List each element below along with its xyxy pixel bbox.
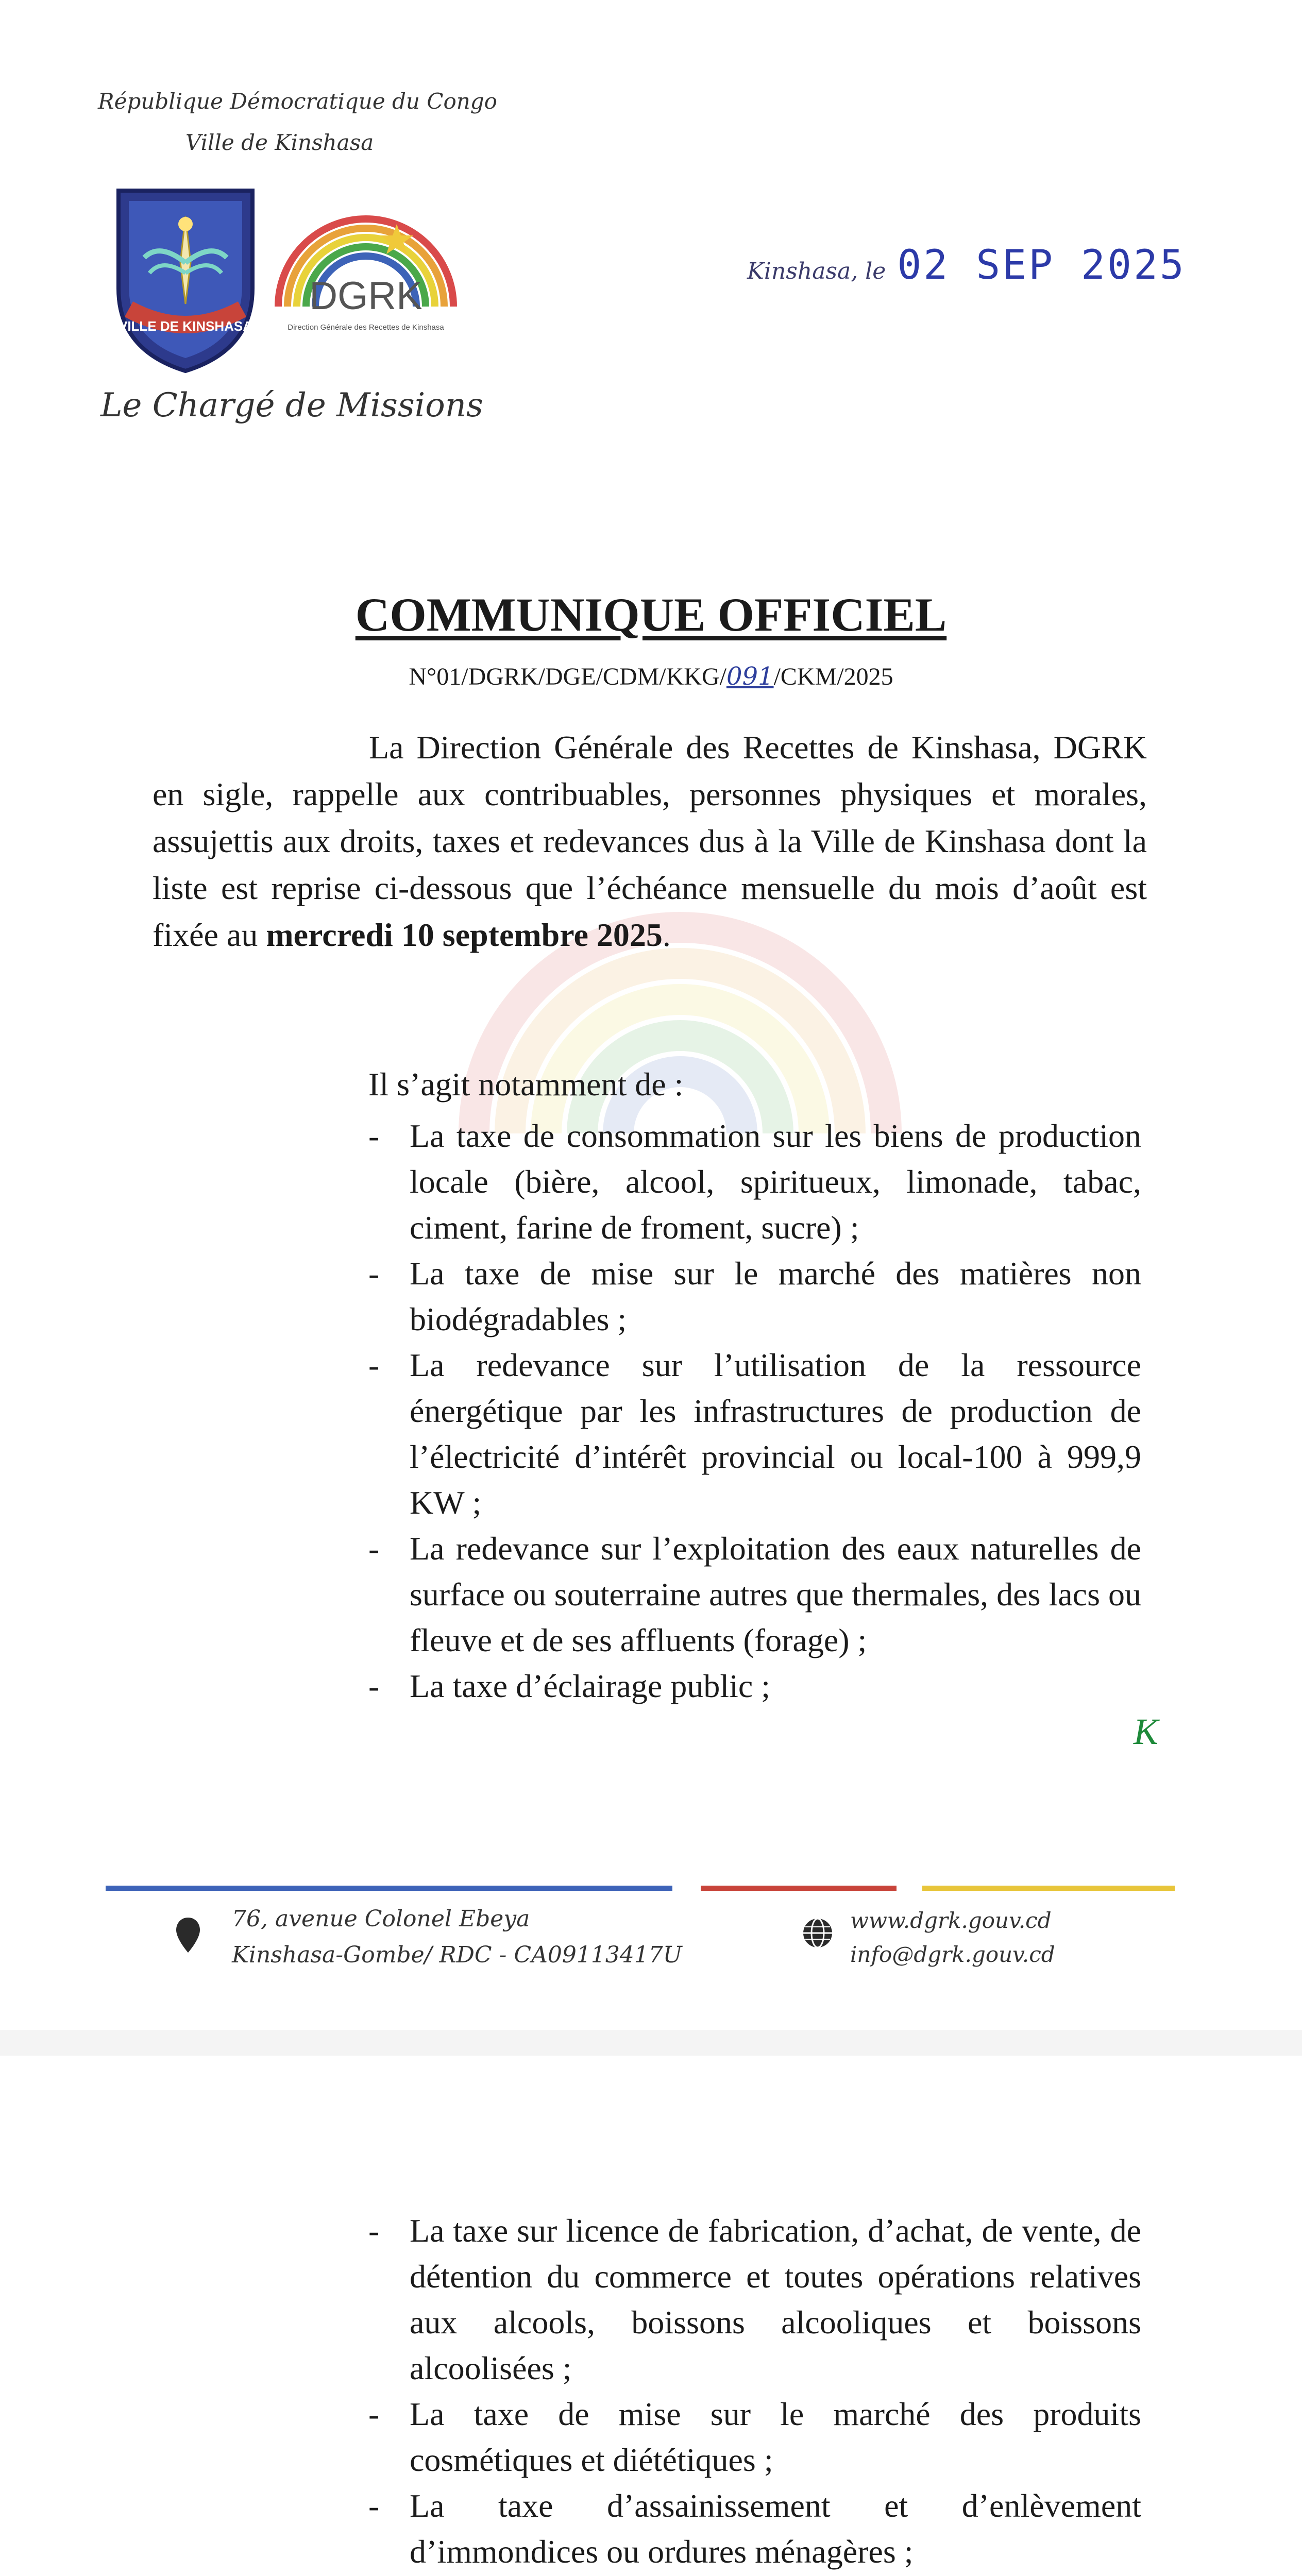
date-stamp: 02 SEP 2025	[897, 242, 1186, 289]
tax-item-text: La taxe d’éclairage public ;	[410, 1668, 771, 1704]
kinshasa-coat-of-arms	[108, 185, 263, 376]
dgrk-logo	[263, 204, 469, 353]
footer-rule-red	[701, 1886, 897, 1891]
republic-line: République Démocratique du Congo	[98, 89, 497, 114]
tax-item-text: La redevance sur l’exploitation des eaux naturelles de surface ou souterraine autres que thermales, des lacs ou fleuve et de ses affluents (forage) ;	[410, 1530, 1141, 1658]
logo-caption: Direction Générale des Recettes de Kinshasa	[288, 323, 444, 332]
logo-name: DGRK	[309, 274, 422, 318]
office-title: Le Chargé de Missions	[100, 386, 483, 425]
due-date: mercredi 10 septembre 2025	[266, 917, 663, 953]
ref-handwritten-number: 091	[726, 662, 774, 691]
website-link[interactable]: www.dgrk.gouv.cd	[850, 1908, 1052, 1933]
tax-item-text: La taxe de mise sur le marché des matières non biodégradables ;	[410, 1255, 1141, 1337]
ref-prefix: N°01/DGRK/DGE/CDM/KKG/	[409, 663, 726, 690]
date-label: Kinshasa, le	[747, 258, 886, 284]
footer-rule-yellow	[922, 1886, 1175, 1891]
margin-initial: K	[1134, 1711, 1159, 1752]
tax-list-page-2	[368, 2208, 1141, 2574]
list-intro: Il s’agit notamment de :	[368, 1066, 684, 1103]
reference-number	[0, 662, 1302, 691]
globe-icon	[801, 1917, 834, 1950]
city-line: Ville de Kinshasa	[185, 130, 374, 155]
tax-item-text: La redevance sur l’utilisation de la ressource énergétique par les infrastructures de production de l’électricité d’intérêt provincial ou local-100 à 999,9 KW ;	[410, 1347, 1141, 1521]
address-line-1: 76, avenue Colonel Ebeya	[232, 1906, 530, 1932]
tax-item-text: La taxe d’assainissement et d’enlèvement d’immondices ou ordures ménagères ;	[410, 2487, 1141, 2570]
date-line	[747, 242, 1186, 289]
address-line-2: Kinshasa-Gombe/ RDC - CA09113417U	[232, 1942, 682, 1968]
intro-paragraph: La Direction Générale des Recettes de Kinshasa, DGRK en sigle, rappelle aux contribuables, personnes physiques et morales, assujettis aux droits, taxes et redevances dus à la Ville de Kinshasa dont la liste est reprise ci-dessous que l’échéance mensuelle du mois d’août est fixée au mercredi 10 septembre 2025.	[153, 729, 1147, 953]
tax-item: - La taxe d’assainissement et d’enlèvement d’immondices ou ordures ménagères ;	[368, 2487, 1141, 2570]
tax-item: - La redevance sur l’utilisation de la ressource énergétique par les infrastructures de production de l’électricité d’intérêt provincial ou local-100 à 999,9 KW ;	[368, 1347, 1141, 1521]
tax-item-text: La taxe de consommation sur les biens de production locale (bière, alcool, spiritueux, limonade, tabac, ciment, farine de froment, sucre) ;	[410, 1117, 1141, 1246]
footer-address	[232, 1901, 682, 1973]
coat-text: VILLE DE KINSHASA	[118, 318, 253, 334]
location-pin-icon	[175, 1917, 201, 1954]
footer-rule-blue	[106, 1886, 672, 1891]
tax-item: - La redevance sur l’exploitation des eaux naturelles de surface ou souterraine autres que thermales, des lacs ou fleuve et de ses affluents (forage) ;	[368, 1530, 1141, 1658]
ref-suffix: /CKM/2025	[773, 663, 893, 690]
email-link[interactable]: info@dgrk.gouv.cd	[850, 1942, 1055, 1967]
tax-item: - La taxe d’éclairage public ;	[368, 1668, 771, 1704]
tax-item: - La taxe sur licence de fabrication, d’achat, de vente, de détention du commerce et toutes opérations relatives aux alcools, boissons alcooliques et boissons alcoolisées ;	[368, 2212, 1141, 2386]
tax-item: - La taxe de consommation sur les biens de production locale (bière, alcool, spiritueux, limonade, tabac, ciment, farine de froment, sucre) ;	[368, 1117, 1141, 1246]
tax-item: - La taxe de mise sur le marché des matières non biodégradables ;	[368, 1255, 1141, 1337]
footer-contacts	[850, 1904, 1055, 1972]
tax-item-text: La taxe sur licence de fabrication, d’achat, de vente, de détention du commerce et toutes opérations relatives aux alcools, boissons alcooliques et boissons alcoolisées ;	[410, 2212, 1141, 2386]
communique-title: COMMUNIQUE OFFICIEL	[355, 588, 947, 641]
tax-item: - La taxe de mise sur le marché des produits cosmétiques et diététiques ;	[368, 2396, 1141, 2478]
intro-paragraph-text: La Direction Générale des Recettes de Kinshasa, DGRK en sigle, rappelle aux contribuables, personnes physiques et morales, assujettis aux droits, taxes et redevances dus à la Ville de Kinshasa dont la liste est reprise ci-dessous que l’échéance mensuelle du mois d’août est fixée au	[153, 729, 1147, 953]
tax-item-text: La taxe de mise sur le marché des produits cosmétiques et diététiques ;	[410, 2396, 1141, 2478]
tax-list-page-1	[368, 1113, 1141, 1709]
